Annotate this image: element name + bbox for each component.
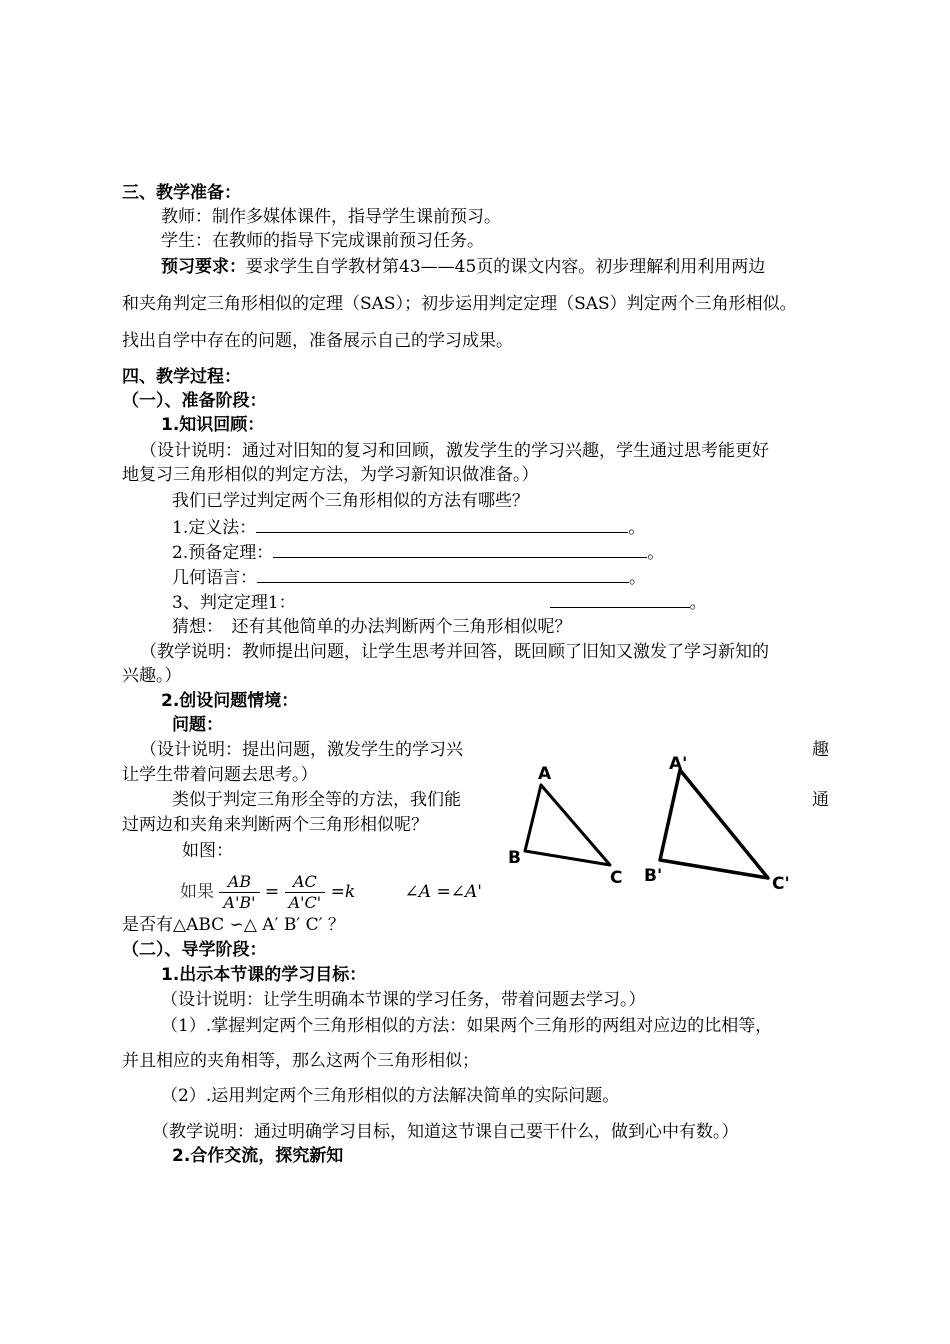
review-title: 1.知识回顾：: [161, 415, 265, 435]
fill-item-label: 3、判定定理1：: [172, 593, 296, 613]
fill-item-theorem-1: [172, 591, 707, 614]
fill-item-label: 1.定义法：: [172, 518, 257, 538]
fraction-ac: [285, 872, 326, 913]
review-question: 我们已学过判定两个三角形相似的方法有哪些？: [172, 491, 529, 511]
fill-item-preliminary-theorem: [172, 541, 664, 564]
goal-1-line-1: （1）.掌握判定两个三角形相似的方法：如果两个三角形的两组对应边的比相等，: [161, 1016, 773, 1036]
preview-line-3: 找出自学中存在的问题，准备展示自己的学习成果。: [122, 331, 513, 351]
fill-item-definition: [172, 516, 645, 539]
preview-line-2: 和夹角判定三角形相似的定理（SAS）；初步运用判定定理（SAS）判定两个三角形相似。: [122, 294, 797, 314]
teacher-prep: 教师：制作多媒体课件，指导学生课前预习。: [161, 207, 501, 227]
angle-equality: ∠A =∠A': [404, 882, 482, 902]
vertex-label-a-prime: A': [669, 754, 688, 774]
period: 。: [628, 518, 646, 538]
analogy-part-c: 过两边和夹角来判断两个三角形相似呢？: [122, 815, 428, 835]
vertex-label-c: C: [610, 868, 623, 888]
analogy-part-b: 通: [812, 790, 829, 810]
goal-1-line-2: 并且相应的夹角相等，那么这两个三角形相似；: [122, 1051, 479, 1071]
answer-blank[interactable]: [550, 591, 690, 608]
teach-note-2: （教学说明：通过明确学习目标，知道这节课自己要干什么，做到心中有数。）: [152, 1122, 739, 1142]
design-note-1-line-2: 地复习三角形相似的判定方法，为学习新知识做准备。）: [122, 465, 539, 485]
goal-2: （2）.运用判定两个三角形相似的方法解决简单的实际问题。: [161, 1086, 620, 1106]
period: 。: [629, 568, 646, 588]
analogy-part-a: 类似于判定三角形全等的方法，我们能: [172, 790, 461, 810]
student-prep: 学生：在教师的指导下完成课前预习任务。: [161, 231, 484, 251]
fill-item-label: 几何语言：: [172, 568, 257, 588]
teach-note-1-line-2: 兴趣。）: [122, 666, 182, 686]
coop-title: 2.合作交流，探究新知: [172, 1146, 344, 1166]
similarity-question: 是否有△ABC ∽△ A′ B′ C′ ？: [122, 915, 345, 935]
part-2-heading: （二）、导学阶段：: [122, 940, 267, 960]
answer-blank[interactable]: [257, 566, 629, 583]
design-note-2-part-b: 趣: [812, 740, 829, 760]
part-1-heading: （一）、准备阶段：: [122, 391, 267, 411]
section-4-heading: 四、教学过程：: [122, 367, 241, 387]
preview-label: 预习要求：: [161, 257, 246, 277]
triangle-abc: [508, 764, 622, 888]
problem-label: 问题：: [172, 715, 223, 735]
equals-sign: =: [264, 882, 280, 902]
fill-item-label: 2.预备定理：: [172, 543, 274, 563]
teach-note-1-line-1: （教学说明：教师提出问题，让学生思考并回答，既回顾了旧知又激发了学习新知的: [140, 642, 769, 662]
equals-k: =k: [330, 882, 356, 902]
answer-blank[interactable]: [256, 516, 628, 533]
situation-title: 2.创设问题情境：: [161, 691, 299, 711]
similar-triangles-figure: [500, 745, 810, 895]
fraction-numerator: AB: [219, 872, 259, 893]
triangle-abc-prime: [644, 754, 790, 894]
period: 。: [647, 543, 665, 563]
guess-line: 猜想： 还有其他简单的办法判断两个三角形相似呢？: [172, 617, 572, 637]
vertex-label-b-prime: B': [644, 866, 663, 886]
answer-blank[interactable]: [273, 541, 647, 558]
fraction-denominator: A'C': [288, 893, 322, 912]
ratio-formula: [180, 870, 482, 914]
triangle-abc-prime-shape: [660, 770, 768, 878]
vertex-label-b: B: [508, 848, 521, 868]
design-note-2-part-c: 让学生带着问题去思考。）: [122, 765, 318, 785]
design-note-2-part-a: （设计说明：提出问题，激发学生的学习兴: [140, 740, 463, 760]
section-3-heading: 三、教学准备：: [122, 183, 241, 203]
design-note-3: （设计说明：让学生明确本节课的学习任务，带着问题去学习。）: [161, 990, 646, 1010]
fill-item-geometric-language: [172, 566, 646, 589]
vertex-label-c-prime: C': [772, 874, 790, 894]
goal-title: 1.出示本节课的学习目标：: [161, 965, 367, 985]
if-word: 如果: [180, 882, 214, 902]
preview-requirements: [161, 256, 765, 278]
triangle-abc-shape: [525, 785, 610, 865]
fraction-denominator: A'B': [223, 893, 256, 912]
as-figure-label: 如图：: [182, 841, 233, 861]
fraction-numerator: AC: [285, 872, 326, 893]
period: 。: [689, 593, 707, 613]
design-note-1-line-1: （设计说明：通过对旧知的复习和回顾，激发学生的学习兴趣，学生通过思考能更好: [140, 441, 769, 461]
fraction-ab: [219, 872, 259, 913]
vertex-label-a: A: [538, 764, 552, 784]
preview-line-1: 要求学生自学教材第43——45页的课文内容。初步理解利用利用两边: [246, 257, 766, 277]
